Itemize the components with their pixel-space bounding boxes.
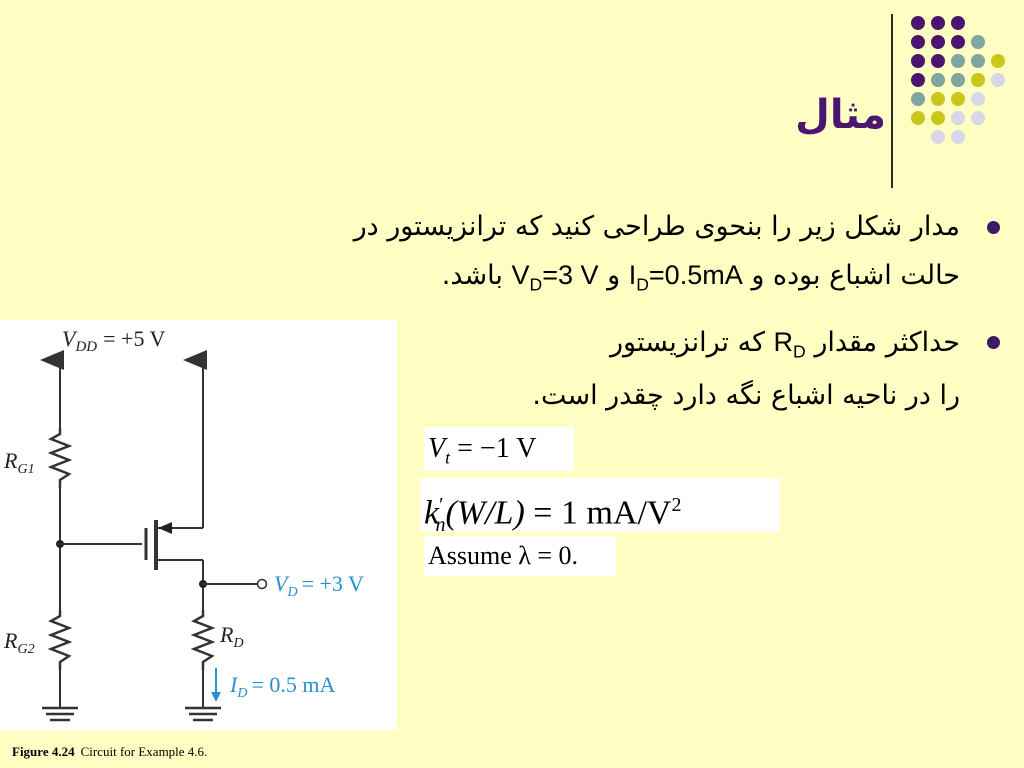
decorative-dot <box>951 16 965 30</box>
vd-label: $V_D = +3$ V <box>274 571 364 600</box>
rd-label: $R_D$ <box>220 622 244 651</box>
decorative-dot <box>951 54 965 68</box>
lambda-assumption: Assume λ = 0. <box>424 536 616 576</box>
rg2-resistor <box>51 610 69 670</box>
bullet-dot-icon <box>987 336 1000 349</box>
drain-voltage-spec: $V_D=3$ V <box>511 260 599 295</box>
rd-symbol: $R_D$ <box>773 327 806 362</box>
decorative-dot <box>971 73 985 87</box>
mosfet-arrow-icon <box>158 522 172 534</box>
decorative-dot <box>991 54 1005 68</box>
decorative-dot <box>931 54 945 68</box>
vd-terminal <box>258 580 267 589</box>
rd-resistor <box>194 610 212 670</box>
decorative-dot <box>931 111 945 125</box>
decorative-dot <box>951 92 965 106</box>
rg1-resistor <box>51 428 69 488</box>
decorative-dot-grid <box>0 0 1024 180</box>
decorative-dot <box>951 130 965 144</box>
decorative-dot <box>911 35 925 49</box>
decorative-dot <box>911 92 925 106</box>
decorative-dot <box>931 73 945 87</box>
decorative-dot <box>951 73 965 87</box>
decorative-dot <box>911 54 925 68</box>
decorative-dot <box>971 92 985 106</box>
bullet-dot-icon <box>987 221 1000 234</box>
threshold-voltage-param: $V_t = -1$ V <box>424 427 574 471</box>
decorative-dot <box>911 16 925 30</box>
id-label: $I_D = 0.5$ mA <box>230 672 336 701</box>
drain-current-arrow-icon <box>211 692 221 702</box>
rg2-label: $R_{G2}$ <box>4 628 35 657</box>
decorative-dot <box>931 92 945 106</box>
decorative-dot <box>971 35 985 49</box>
slide-title: مثال <box>795 92 886 138</box>
decorative-dot <box>931 35 945 49</box>
decorative-dot <box>991 73 1005 87</box>
bullet-1-line-1: مدار شکل زیر را بنحوی طراحی کنید که ترانزیستور در <box>353 211 960 242</box>
mosfet-circuit-diagram <box>0 320 397 730</box>
bullet-design-task <box>160 203 960 308</box>
drain-current-spec: $I_D=0.5mA$ <box>628 260 743 295</box>
decorative-dot <box>911 73 925 87</box>
vdd-label: $V_{DD} = +5$ V <box>62 326 166 355</box>
decorative-dot <box>931 130 945 144</box>
decorative-dot <box>951 35 965 49</box>
decorative-dot <box>951 111 965 125</box>
figure-caption: Figure 4.24 Circuit for Example 4.6. <box>12 744 208 759</box>
bullet-1-line-2: حالت اشباع بوده و $I_D=0.5mA$ و $V_D=3$ V باشد. <box>441 260 960 295</box>
rg1-label: $R_{G1}$ <box>4 448 35 477</box>
bullet-2-line-2: را در ناحیه اشباع نگه دارد چقدر است. <box>532 380 960 411</box>
title-divider-line <box>891 14 893 188</box>
ground-icon-right <box>185 708 221 720</box>
decorative-dot <box>971 111 985 125</box>
transconductance-param: $k'_n(W/L) = 1$ $mA/V^2$ <box>420 478 780 532</box>
decorative-dot <box>931 16 945 30</box>
bullet-max-rd-question: حداکثر مقدار $R_D$ که ترانزیستور <box>480 318 960 375</box>
decorative-dot <box>911 111 925 125</box>
ground-icon-left <box>42 708 78 720</box>
decorative-dot <box>971 54 985 68</box>
